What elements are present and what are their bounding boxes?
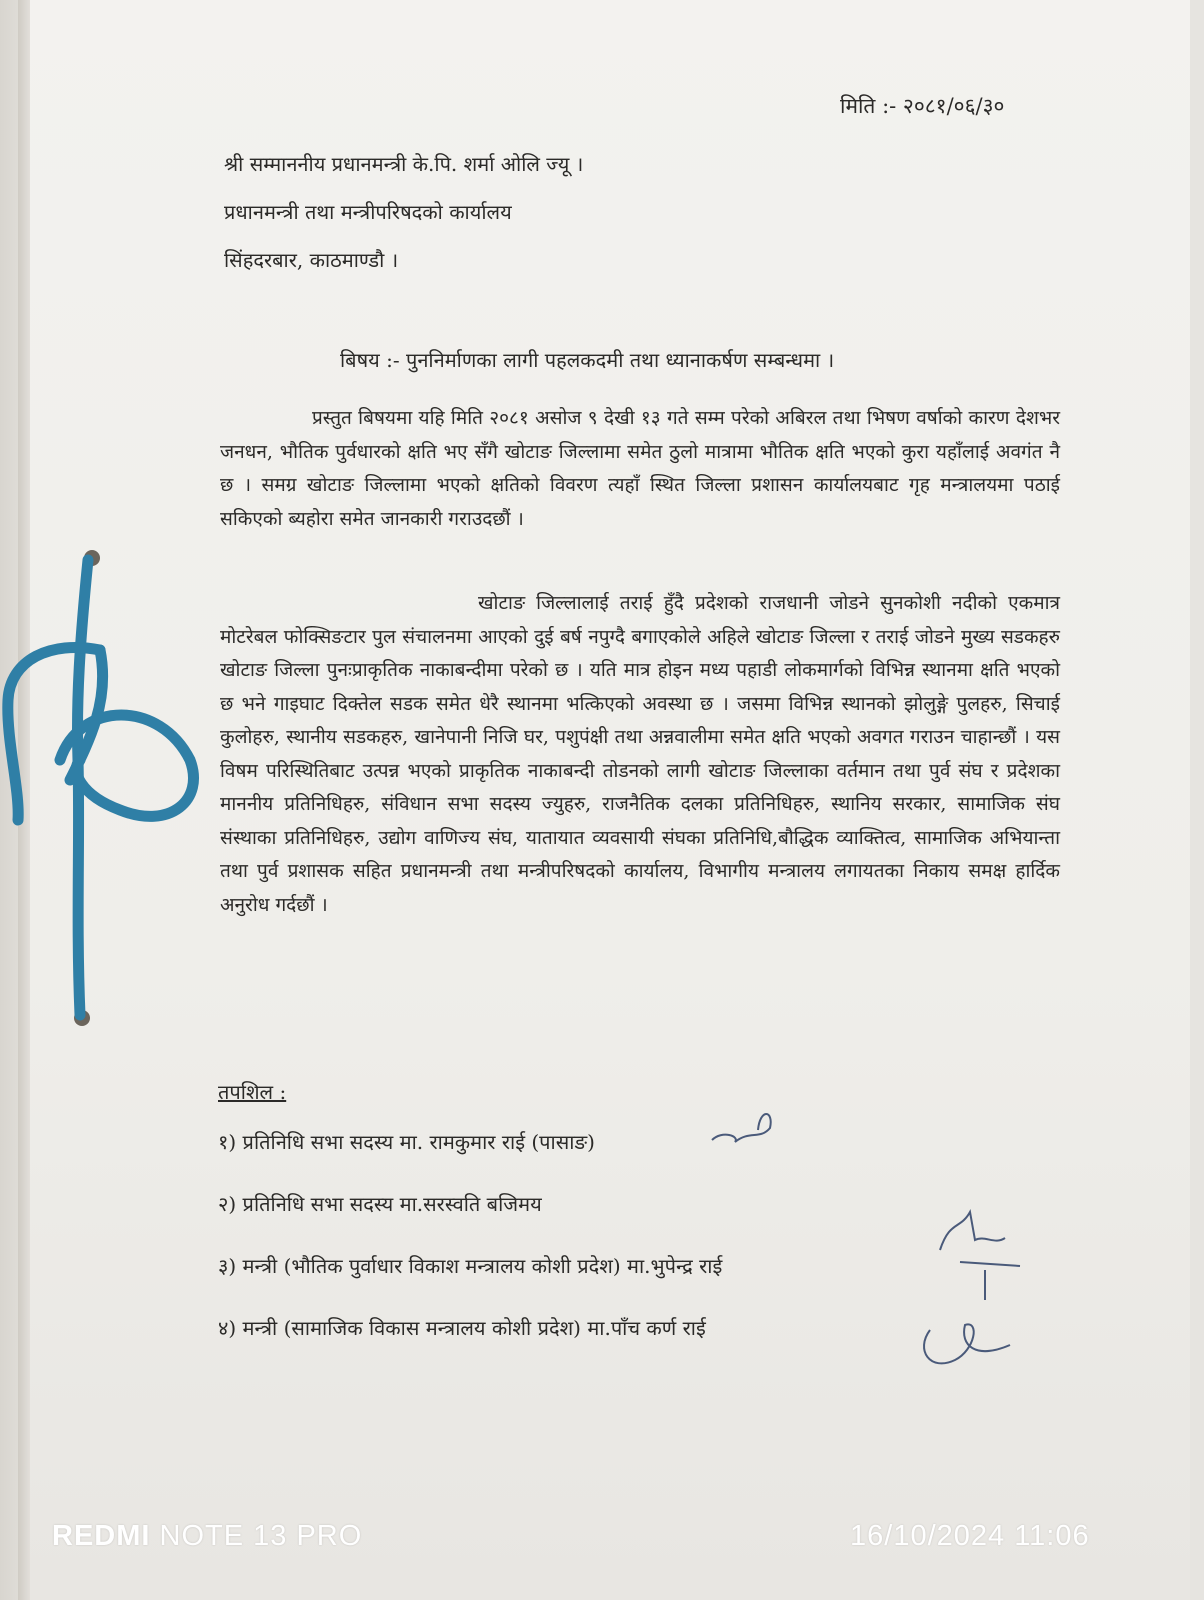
cc-item-3: ३) मन्त्री (भौतिक पुर्वाधार विकाश मन्त्रालय कोशी प्रदेश) मा.भुपेन्द्र राई bbox=[218, 1254, 723, 1278]
cc-item-2: २) प्रतिनिधि सभा सदस्य मा.सरस्वति बजिमय bbox=[218, 1192, 542, 1216]
signature-initial-1 bbox=[712, 1114, 771, 1142]
signature-initial-3 bbox=[924, 1324, 1010, 1363]
letter-subject: बिषय :- पुननिर्माणका लागी पहलकदमी तथा ध्यानाकर्षण सम्बन्धमा । bbox=[340, 348, 835, 372]
body-paragraph-2: खोटाङ जिल्लालाई तराई हुँदै प्रदेशको राजधानी जोडने सुनकोशी नदीको एकमात्र मोटरेबल फोक्सिङटार पुल संचालनमा आएको दुई बर्ष नपुग्दै बगाएकोले अहिले खोटाङ जिल्ला र तराई जोडने मुख्य सडकहरु खोटाङ जिल्ला पुनःप्राकृतिक नाकाबन्दीमा परेको छ । यति मात्र होइन मध्य पहाडी लोकमार्गको विभिन्न स्थानमा क्षति भएको छ भने गाइघाट दिक्तेल सडक समेत धेरै स्थानमा भत्किएको अवस्था छ । जसमा विभिन्न स्थानको झोलुङ्गे पुलहरु, सिचाई कुलोहरु, स्थानीय सडकहरु, खानेपानी निजि घर, पशुपंक्षी तथा अन्नवालीमा समेत क्षति भएको अवगत गराउन चाहान्छौं । यस विषम परिस्थितिबाट उत्पन्न भएको प्राकृतिक नाकाबन्दी तोडनको लागी खोटाङ जिल्लाका वर्तमान तथा पुर्व संघ र प्रदेशका माननीय प्रतिनिधिहरु, संविधान सभा सदस्य ज्युहरु, राजनैतिक दलका प्रतिनिधिहरु, स्थानिय सरकार, सामाजिक संघ संस्थाका प्रतिनिधिहरु, उद्योग वाणिज्य संघ, यातायात व्यवसायी संघका प्रतिनिधि,बौद्धिक व्याक्तित्व, सामाजिक अभियान्ता तथा पुर्व प्रशासक सहित प्रधानमन्त्री तथा मन्त्रीपरिषदको कार्यालय, विभागीय मन्त्रालय लगायतका निकाय समक्ष हार्दिक अनुरोध गर्दछौं । bbox=[220, 592, 1060, 916]
cc-item-1: १) प्रतिनिधि सभा सदस्य मा. रामकुमार राई (पासाङ) bbox=[218, 1130, 595, 1154]
recipient-line-1: श्री सम्माननीय प्रधानमन्त्री के.पि. शर्मा ओलि ज्यू । bbox=[224, 152, 584, 176]
recipient-line-3: सिंहदरबार, काठमाण्डौ । bbox=[224, 248, 399, 272]
body-paragraph-1: प्रस्तुत बिषयमा यहि मिति २०८१ असोज ९ देखी १३ गते सम्म परेको अबिरल तथा भिषण वर्षाको कारण देशभर जनधन, भौतिक पुर्वधारको क्षति भए सँगै खोटाङ जिल्लामा समेत ठुलो मात्रामा भौतिक क्षति भएको कुरा यहाँलाई अवगंत नै छ । समग्र खोटाङ जिल्लामा भएको क्षतिको विवरण त्यहाँ स्थित जिल्ला प्रशासन कार्यालयबाट गृह मन्त्रालयमा पठाई सकिएको ब्यहोरा समेत जानकारी गराउदछौं । bbox=[220, 407, 1060, 530]
camera-watermark-datetime: 16/10/2024 11:06 bbox=[850, 1520, 1090, 1552]
watermark-brand: REDMI bbox=[52, 1520, 151, 1552]
camera-watermark-model bbox=[52, 1520, 362, 1553]
recipient-line-2: प्रधानमन्त्री तथा मन्त्रीपरिषदको कार्यालय bbox=[224, 200, 512, 224]
cc-heading: तपशिल : bbox=[218, 1080, 287, 1104]
signature-initial-2 bbox=[940, 1212, 1020, 1300]
letter-date: मिति :- २०८१/०६/३० bbox=[840, 94, 1005, 118]
binding-string-icon bbox=[8, 560, 194, 1015]
watermark-model: NOTE 13 PRO bbox=[159, 1520, 363, 1552]
cc-item-4: ४) मन्त्री (सामाजिक विकास मन्त्रालय कोशी प्रदेश) मा.पाँच कर्ण राई bbox=[218, 1316, 706, 1340]
